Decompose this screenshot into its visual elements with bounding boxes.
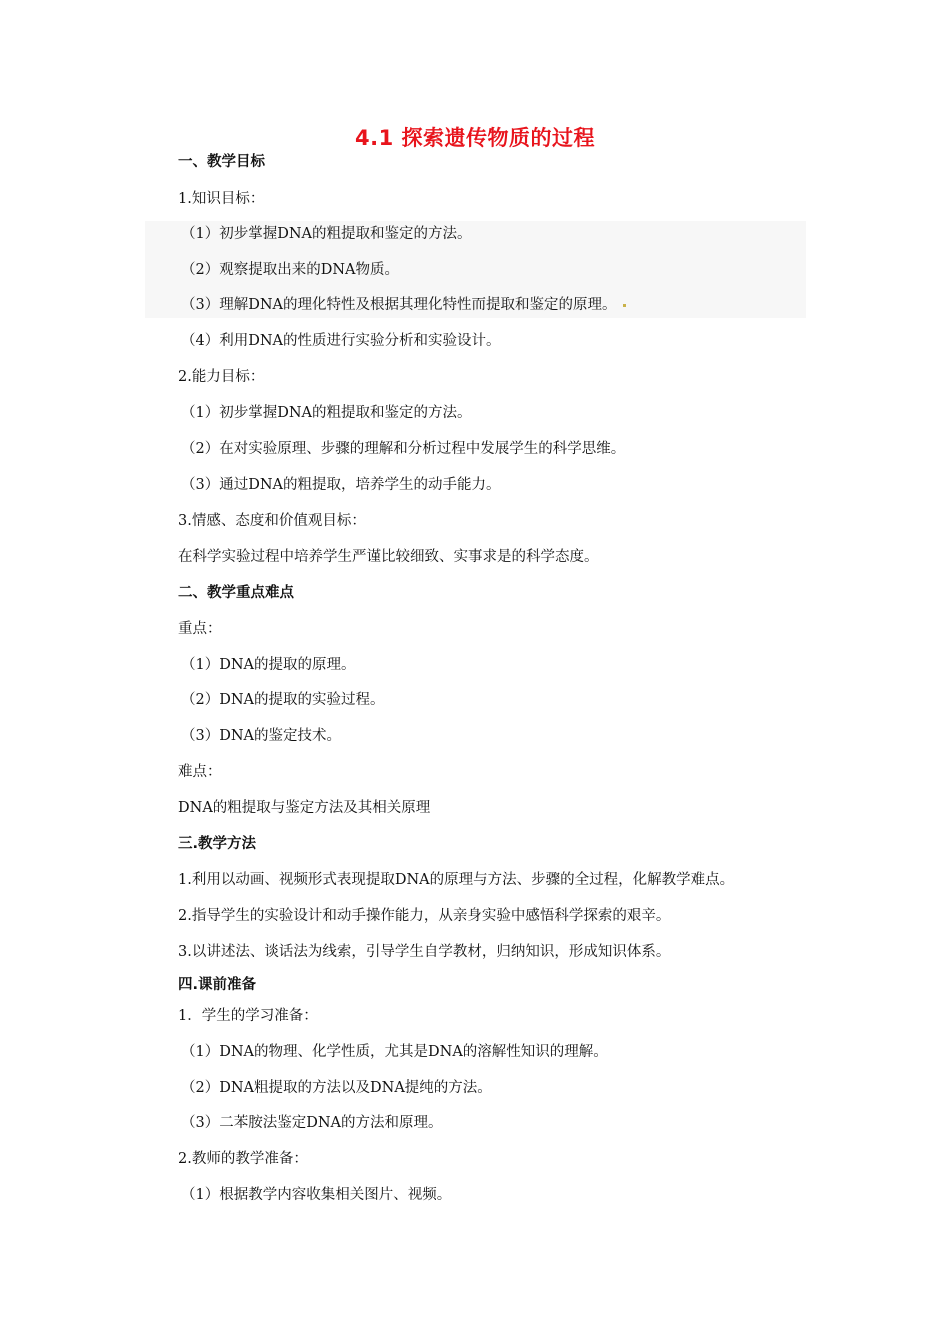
ability-item-3: （3）通过DNA的粗提取，培养学生的动手能力。 (181, 477, 501, 493)
difficulty-item-1: DNA的粗提取与鉴定方法及其相关原理 (178, 800, 431, 816)
student-prep-item-2: （2）DNA粗提取的方法以及DNA提纯的方法。 (181, 1080, 492, 1096)
teacher-prep-item-1: （1）根据教学内容收集相关图片、视频。 (181, 1187, 452, 1203)
section-heading-preparation: 四.课前准备 (178, 977, 257, 993)
student-prep-item-1: （1）DNA的物理、化学性质，尤其是DNA的溶解性知识的理解。 (181, 1044, 608, 1060)
section-heading-objectives: 一、教学目标 (178, 154, 265, 170)
knowledge-item-3: （3）理解DNA的理化特性及根据其理化特性而提取和鉴定的原理。 (181, 295, 626, 315)
key-item-1: （1）DNA的提取的原理。 (181, 657, 356, 673)
subheading-teacher-prep: 2.教师的教学准备： (178, 1151, 308, 1167)
subheading-knowledge: 1.知识目标： (178, 191, 265, 207)
key-item-3: （3）DNA的鉴定技术。 (181, 728, 342, 744)
difficulty-label: 难点： (178, 764, 222, 780)
knowledge-item-1: （1）初步掌握DNA的粗提取和鉴定的方法。 (181, 226, 472, 242)
student-prep-item-3: （3）二苯胺法鉴定DNA的方法和原理。 (181, 1115, 443, 1131)
knowledge-item-4: （4）利用DNA的性质进行实验分析和实验设计。 (181, 333, 501, 349)
mark-dot (623, 304, 626, 307)
emotion-item-1: 在科学实验过程中培养学生严谨比较细致、实事求是的科学态度。 (178, 549, 599, 565)
subheading-ability: 2.能力目标： (178, 369, 265, 385)
section-heading-key-points: 二、教学重点难点 (178, 585, 294, 601)
document-title: 4.1 探索遗传物质的过程 (354, 126, 595, 150)
ability-item-2: （2）在对实验原理、步骤的理解和分析过程中发展学生的科学思维。 (181, 441, 626, 457)
method-item-2: 2.指导学生的实验设计和动手操作能力，从亲身实验中感悟科学探索的艰辛。 (178, 908, 671, 924)
knowledge-item-2: （2）观察提取出来的DNA物质。 (181, 262, 400, 278)
key-label: 重点： (178, 621, 222, 637)
subheading-emotion: 3.情感、态度和价值观目标： (178, 513, 366, 529)
section-heading-methods: 三.教学方法 (178, 836, 257, 852)
subheading-student-prep: 1．学生的学习准备： (178, 1008, 318, 1024)
method-item-3: 3.以讲述法、谈话法为线索，引导学生自学教材，归纳知识，形成知识体系。 (178, 944, 671, 960)
method-item-1: 1.利用以动画、视频形式表现提取DNA的原理与方法、步骤的全过程，化解教学难点。 (178, 872, 735, 888)
key-item-2: （2）DNA的提取的实验过程。 (181, 692, 385, 708)
ability-item-1: （1）初步掌握DNA的粗提取和鉴定的方法。 (181, 405, 472, 421)
